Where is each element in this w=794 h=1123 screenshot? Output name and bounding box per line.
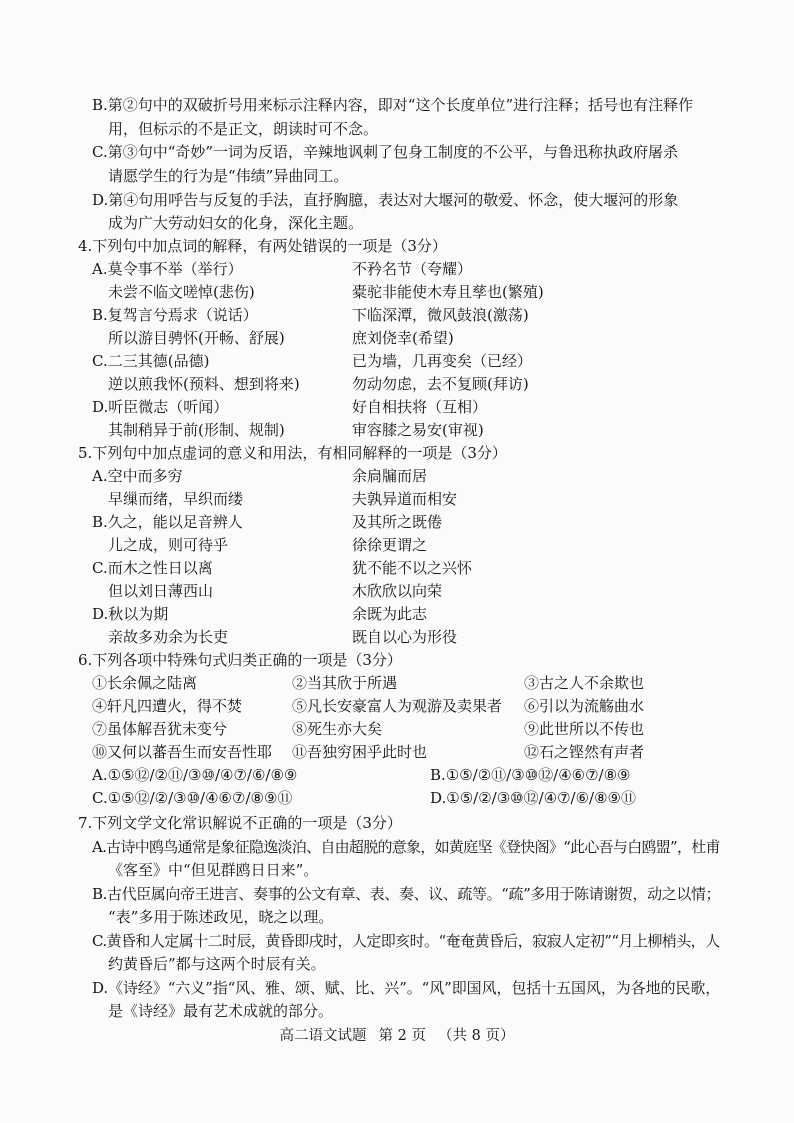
q4-row <box>0 373 794 395</box>
q5-row <box>0 465 794 487</box>
q5-left: 亲故多劝余为长吏 <box>108 628 229 646</box>
q3-option-b-line1: B.第②句中的双破折号用来标示注释内容，即对“这个长度单位”进行注释；括号也有注释作 <box>92 96 694 114</box>
q7-option-d-line2: 是《诗经》最有艺术成就的部分。 <box>108 1002 334 1020</box>
q4-right: 审容膝之易安(审视) <box>352 421 484 439</box>
q6-choice-d: D.①⑤/②/③⑩⑫/④⑦/⑥/⑧⑨⑪ <box>430 789 637 807</box>
q6-sentence: ①长余佩之陆离 <box>92 674 198 692</box>
q6-choice-b: B.①⑤/②⑪/③⑩⑫/④⑥⑦/⑧⑨ <box>430 766 631 784</box>
q6-choice-row <box>0 764 794 786</box>
q4-right: 庶刘侥幸(希望) <box>352 329 454 347</box>
q6-choice-c: C.①⑤⑫/②/③⑩/④⑥⑦/⑧⑨⑪ <box>92 789 293 807</box>
q4-row <box>0 304 794 326</box>
q5-row <box>0 511 794 533</box>
q5-right: 徐徐更谓之 <box>352 536 428 554</box>
q4-right: 下临深潭，微风鼓浪(激荡) <box>352 306 529 324</box>
q4-left: 其制稍异于前(形制、规制) <box>108 421 285 439</box>
q6-grid-row <box>0 741 794 763</box>
q5-right: 既自以心为形役 <box>352 628 458 646</box>
footer-page-number: 第 2 页 <box>378 1028 426 1044</box>
q4-left: A.莫令事不举（举行） <box>92 260 243 278</box>
footer-subject: 高二语文试题 <box>279 1028 367 1044</box>
footer-total-pages: （共 8 页） <box>438 1028 515 1044</box>
q5-row <box>0 488 794 510</box>
q6-grid-row <box>0 672 794 694</box>
q3-option-d-line1: D.第④句用呼告与反复的手法，直抒胸臆，表达对大堰河的敬爱、怀念，使大堰河的形象 <box>92 191 679 209</box>
page-footer <box>0 1026 794 1046</box>
q7-option-b-line1: B.古代臣属向帝王进言、奏事的公文有章、表、奏、议、疏等。“疏”多用于陈请谢贺，动之以情； <box>92 885 721 903</box>
q6-sentence: ⑧死生亦大矣 <box>292 720 383 738</box>
q5-left: 早缫而绪，早织而缕 <box>108 490 244 508</box>
q6-sentence: ⑪吾独穷困乎此时也 <box>292 743 428 761</box>
q4-left: D.听臣微志（听闻） <box>92 398 229 416</box>
q4-right: 好自相扶将（互相） <box>352 398 488 416</box>
q5-row <box>0 626 794 648</box>
q4-row <box>0 350 794 372</box>
q5-stem: 5.下列句中加点虚词的意义和用法，有相同解释的一项是（3分） <box>78 444 507 462</box>
q6-sentence: ⑤凡长安豪富人为观游及卖果者 <box>292 697 503 715</box>
q5-row <box>0 603 794 625</box>
q4-right: 不矜名节（夸耀） <box>352 260 473 278</box>
q5-right: 及其所之既倦 <box>352 513 443 531</box>
q5-left: A.空中而多穷 <box>92 467 183 485</box>
q5-right: 余扃牖而居 <box>352 467 428 485</box>
q6-sentence: ②当其欣于所遇 <box>292 674 398 692</box>
q5-left: D.秋以为期 <box>92 605 169 623</box>
q5-left: B.久之，能以足音辨人 <box>92 513 243 531</box>
q6-sentence: ⑦虽体解吾犹未变兮 <box>92 720 228 738</box>
q4-left: 未尝不临文嗟悼(悲伤) <box>108 283 255 301</box>
q4-right: 橐驼非能使木寿且孳也(繁殖) <box>352 283 544 301</box>
q4-row <box>0 396 794 418</box>
q5-row <box>0 557 794 579</box>
q6-grid-row <box>0 695 794 717</box>
q7-option-b-line2: “表”多用于陈述政见，晓之以理。 <box>108 908 334 926</box>
q6-sentence: ④轩凡四遭火，得不焚 <box>92 697 243 715</box>
q3-option-d-line2: 成为广大劳动妇女的化身，深化主题。 <box>108 214 364 232</box>
q4-row <box>0 281 794 303</box>
q7-stem: 7.下列文学文化常识解说不正确的一项是（3分） <box>78 814 402 832</box>
q5-right: 余既为此志 <box>352 605 428 623</box>
q4-left: 逆以煎我怀(预料、想到将来) <box>108 375 300 393</box>
q5-left: C.而木之性日以离 <box>92 559 213 577</box>
q4-row <box>0 258 794 280</box>
q7-option-a-line1: A.古诗中鸥鸟通常是象征隐逸淡泊、自由超脱的意象，如黄庭坚《登快阁》“此心吾与白鸥盟”，杜甫 <box>92 838 720 856</box>
q3-option-b-line2: 用，但标示的不是正文，朗读时可不念。 <box>108 120 379 138</box>
q5-right: 木欣欣以向荣 <box>352 582 443 600</box>
q7-option-c-line2: 约黄昏后”都与这两个时辰有关。 <box>108 955 326 973</box>
q6-sentence: ③古之人不余欺也 <box>524 674 645 692</box>
q4-right: 勿动勿虑，去不复顾(拜访) <box>352 375 529 393</box>
q3-option-c-line2: 请愿学生的行为是“伟绩”异曲同工。 <box>108 167 349 185</box>
q4-right: 已为墙，几再变矣（已经） <box>352 352 533 370</box>
q5-row <box>0 534 794 556</box>
q3-option-c-line1: C.第③句中“奇妙”一词为反语，辛辣地讽刺了包身工制度的不公平，与鲁迅称执政府屠杀 <box>92 143 679 161</box>
q5-right: 犹不能不以之兴怀 <box>352 559 473 577</box>
q6-sentence: ⑩又何以蕃吾生而安吾性耶 <box>92 743 273 761</box>
q5-row <box>0 580 794 602</box>
q6-sentence: ⑥引以为流觞曲水 <box>524 697 645 715</box>
q6-grid-row <box>0 718 794 740</box>
q5-right: 夫孰异道而相安 <box>352 490 458 508</box>
q7-option-a-line2: 《客至》中“但见群鸥日日来”。 <box>108 861 319 879</box>
q6-sentence: ⑨此世所以不传也 <box>524 720 645 738</box>
q4-row <box>0 327 794 349</box>
q6-sentence: ⑫石之铿然有声者 <box>524 743 645 761</box>
q4-left: B.复驾言兮焉求（说话） <box>92 306 258 324</box>
q7-option-d-line1: D.《诗经》“六义”指“风、雅、颂、赋、比、兴”。“风”即国风，包括十五国风，为各地的民歌， <box>92 979 721 997</box>
q4-left: C.二三其德(品德) <box>92 352 210 370</box>
q6-choice-row <box>0 787 794 809</box>
q4-stem: 4.下列句中加点词的解释，有两处错误的一项是（3分） <box>78 237 447 255</box>
q4-row <box>0 419 794 441</box>
q4-left: 所以游目骋怀(开畅、舒展) <box>108 329 285 347</box>
q6-choice-a: A.①⑤⑫/②⑪/③⑩/④⑦/⑥/⑧⑨ <box>92 766 298 784</box>
q5-left: 但以刘日薄西山 <box>108 582 214 600</box>
q6-stem: 6.下列各项中特殊句式归类正确的一项是（3分） <box>78 651 402 669</box>
q5-left: 儿之成，则可待乎 <box>108 536 229 554</box>
q7-option-c-line1: C.黄昏和人定属十二时辰，黄昏即戌时，人定即亥时。“奄奄黄昏后，寂寂人定初”“月上柳梢头，人 <box>92 932 720 950</box>
